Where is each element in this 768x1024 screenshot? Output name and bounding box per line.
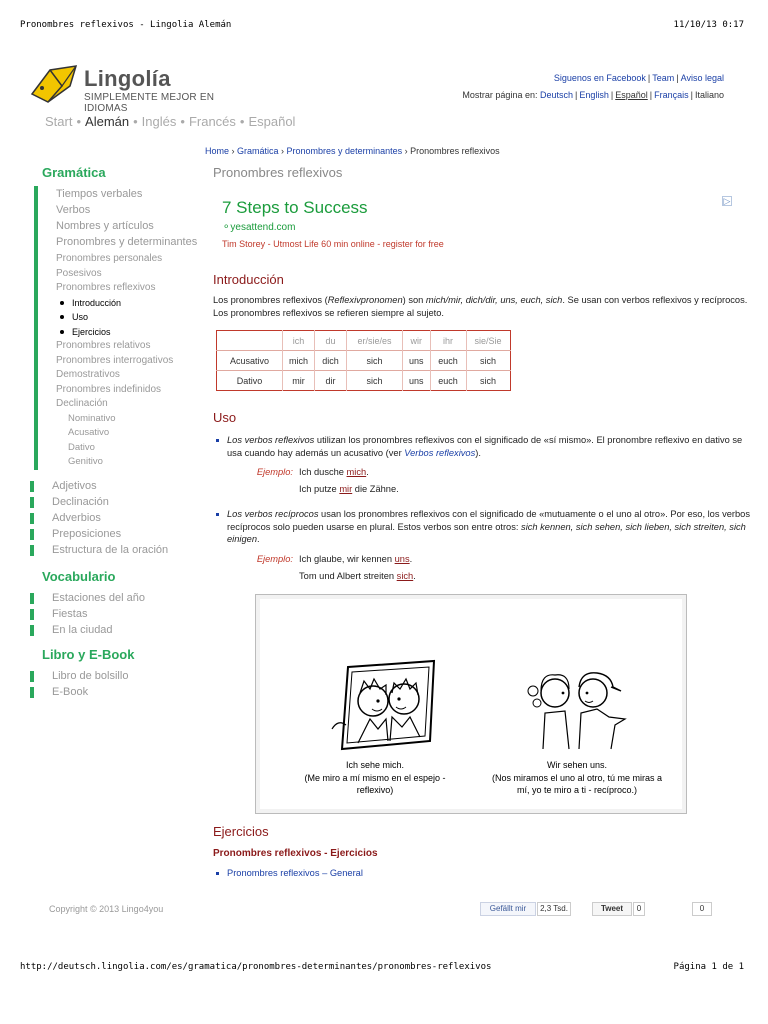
example-text: Ich dusche bbox=[299, 467, 347, 477]
gplus-count[interactable]: 0 bbox=[692, 902, 712, 916]
example-pronoun: sich bbox=[396, 570, 414, 581]
lang-english-link[interactable]: English bbox=[579, 90, 609, 100]
sidebar-bullet-label: Introducción bbox=[72, 297, 122, 308]
sidebar-item-demostrativos[interactable]: Demostrativos bbox=[56, 369, 120, 380]
print-title: Pronombres reflexivos - Lingolia Alemán bbox=[20, 20, 232, 30]
kids-illustration-icon bbox=[515, 657, 635, 757]
table-cell: sich bbox=[466, 371, 510, 391]
example-text: Ich putze bbox=[299, 484, 340, 494]
sidebar-bullet-introduccion[interactable] bbox=[38, 296, 204, 311]
table-header: du bbox=[315, 331, 347, 351]
bird-logo-icon bbox=[30, 64, 80, 104]
team-link[interactable]: Team bbox=[652, 73, 675, 83]
sidebar-item-declinacion-pron[interactable]: Declinación bbox=[56, 398, 108, 409]
sidebar-item-pronombres[interactable]: Pronombres y determinantes bbox=[56, 236, 198, 248]
example-text: Tom und Albert streiten bbox=[299, 570, 397, 581]
illustration bbox=[255, 594, 687, 814]
sidebar-item-adjetivos[interactable] bbox=[34, 478, 204, 494]
sidebar-item-tiempos[interactable]: Tiempos verbales bbox=[56, 188, 143, 200]
sidebar-heading-gramatica: Gramática bbox=[42, 165, 106, 180]
table-row bbox=[217, 371, 511, 391]
example-pronoun: mir bbox=[339, 484, 353, 494]
tweet-button[interactable]: Tweet bbox=[592, 902, 632, 916]
table-cell: sich bbox=[347, 371, 403, 391]
intro-text-part: Los pronombres reflexivos ( bbox=[213, 295, 328, 305]
adchoices-icon[interactable]: ▷ bbox=[723, 196, 731, 206]
sidebar-item-indefinidos[interactable]: Pronombres indefinidos bbox=[56, 383, 162, 395]
logo[interactable] bbox=[30, 62, 260, 114]
caption-line: Wir sehen uns. bbox=[546, 760, 608, 770]
sidebar-item-adverbios[interactable] bbox=[34, 510, 204, 526]
lang-francais-link[interactable]: Français bbox=[654, 90, 689, 100]
caption-line: Ich sehe mich. bbox=[345, 760, 405, 770]
uso-heading: Uso bbox=[213, 410, 237, 425]
copyright: Copyright © 2013 Lingo4you bbox=[49, 904, 164, 914]
sidebar-item-reflexivos[interactable]: Pronombres reflexivos bbox=[56, 282, 156, 293]
table-header: wir bbox=[403, 331, 431, 351]
sidebar-item-posesivos[interactable]: Posesivos bbox=[56, 267, 102, 279]
table-row bbox=[217, 351, 511, 371]
example-block bbox=[227, 551, 753, 585]
table-cell: mir bbox=[283, 371, 315, 391]
sidebar-item-estructura[interactable] bbox=[34, 542, 204, 558]
nav-aleman[interactable]: Alemán bbox=[85, 114, 130, 129]
intro-text bbox=[213, 294, 753, 319]
sidebar-heading-vocabulario: Vocabulario bbox=[42, 568, 116, 584]
breadcrumb-gramatica[interactable]: Gramática bbox=[237, 146, 279, 156]
ad-url-text: yesattend.com bbox=[230, 222, 296, 233]
ad-url[interactable] bbox=[222, 222, 742, 233]
page-title: Pronombres reflexivos bbox=[213, 165, 343, 180]
nav-start[interactable]: Start bbox=[45, 114, 73, 129]
caption-line: reflexivo) bbox=[356, 785, 394, 795]
nav-ingles[interactable]: Inglés bbox=[141, 114, 177, 129]
example-text: . bbox=[413, 570, 416, 581]
example-pronoun: mich bbox=[346, 467, 367, 477]
example-text: . bbox=[409, 553, 413, 564]
breadcrumb-home[interactable]: Home bbox=[205, 146, 230, 156]
example-label: Ejemplo: bbox=[256, 467, 293, 477]
ad-title[interactable]: 7 Steps to Success bbox=[222, 198, 368, 217]
sidebar-item-nominativo[interactable]: Nominativo bbox=[68, 412, 116, 424]
intro-text-forms: mich/mir, dich/dir, uns, euch, sich bbox=[425, 295, 563, 305]
list-item bbox=[213, 868, 363, 878]
example-line bbox=[299, 568, 753, 585]
sidebar-item-verbos[interactable]: Verbos bbox=[56, 204, 91, 216]
table-cell: euch bbox=[430, 371, 466, 391]
table-cell: sich bbox=[347, 351, 403, 371]
show-page-in-label: Mostrar página en: bbox=[462, 90, 538, 100]
sidebar-item-label: Estaciones del año bbox=[52, 591, 145, 604]
breadcrumb-current: Pronombres reflexivos bbox=[410, 146, 500, 156]
sidebar bbox=[34, 164, 204, 700]
lang-italiano-link[interactable]: Italiano bbox=[694, 90, 724, 100]
example-pronoun: uns bbox=[394, 553, 410, 564]
table-cell: uns bbox=[403, 371, 431, 391]
sidebar-bullet-uso[interactable] bbox=[38, 310, 204, 325]
example-block bbox=[227, 464, 753, 498]
table-header: ich bbox=[283, 331, 315, 351]
breadcrumb-pronombres[interactable]: Pronombres y determinantes bbox=[286, 146, 403, 156]
sidebar-item-nombres[interactable]: Nombres y artículos bbox=[56, 220, 154, 232]
example-line bbox=[299, 551, 753, 568]
facebook-like-count: 2,3 Tsd. bbox=[537, 902, 571, 916]
tweet-count: 0 bbox=[633, 902, 645, 916]
sidebar-item-ebook[interactable] bbox=[34, 684, 204, 700]
caption-reflexive bbox=[290, 759, 460, 797]
sidebar-item-interrogativos[interactable]: Pronombres interrogativos bbox=[56, 354, 174, 366]
example-text: Ich glaube, wir kennen bbox=[299, 553, 395, 564]
sidebar-item-label: Adverbios bbox=[52, 511, 101, 524]
sidebar-item-label: Libro de bolsillo bbox=[52, 669, 129, 682]
uso-term: Los verbos recíprocos bbox=[227, 509, 319, 519]
table-cell: euch bbox=[430, 351, 466, 371]
example-text: . bbox=[366, 467, 369, 477]
uso-text: utilizan los pronombres reflexivos con el significado de «sí mismo». El pronombre reflexivo en dativo se usa cuando hay además un acusativo (ver bbox=[227, 435, 743, 458]
table-header bbox=[217, 331, 283, 351]
example-line bbox=[299, 464, 753, 481]
caption-line: mí, yo te miro a ti - recíproco.) bbox=[516, 785, 638, 795]
nav-espanol[interactable]: Español bbox=[248, 114, 296, 129]
facebook-link[interactable]: Siguenos en Facebook bbox=[553, 73, 646, 83]
language-nav: Start • Alemán • Inglés • Francés • Español bbox=[45, 114, 296, 129]
ejercicio-general-link[interactable]: Pronombres reflexivos – General bbox=[227, 868, 363, 878]
table-cell: dich bbox=[315, 351, 347, 371]
uso-text: . bbox=[256, 534, 260, 544]
sidebar-item-acusativo[interactable]: Acusativo bbox=[68, 427, 110, 438]
breadcrumb: Home › Gramática › Pronombres y determinantes › Pronombres reflexivos bbox=[205, 146, 500, 156]
brand-tagline: SIMPLEMENTE MEJOR EN IDIOMAS bbox=[84, 92, 215, 114]
ad-globe-icon: ⚬ bbox=[222, 222, 231, 233]
table-cell: sich bbox=[466, 351, 510, 371]
sidebar-item-label: En la ciudad bbox=[52, 623, 113, 636]
advertisement[interactable] bbox=[222, 198, 742, 249]
table-header: er/sie/es bbox=[347, 331, 403, 351]
sidebar-item-declinacion[interactable] bbox=[34, 494, 204, 510]
sidebar-item-label: Preposiciones bbox=[52, 527, 122, 540]
ad-description: Tim Storey - Utmost Life 60 min online - register for free bbox=[222, 239, 444, 249]
table-header: sie/Sie bbox=[466, 331, 510, 351]
ejercicios-subheading: Pronombres reflexivos - Ejercicios bbox=[213, 848, 378, 859]
table-cell: Acusativo bbox=[229, 355, 270, 366]
intro-text-part: ) son bbox=[402, 295, 426, 305]
table-cell: Dativo bbox=[236, 375, 263, 386]
list-item bbox=[213, 508, 753, 585]
facebook-like-button[interactable]: Gefällt mir bbox=[480, 902, 536, 916]
lang-espanol-link[interactable]: Español bbox=[615, 90, 648, 100]
sidebar-item-label: Fiestas bbox=[52, 607, 88, 620]
print-page-number: Página 1 de 1 bbox=[673, 962, 744, 972]
uso-verbs: sich kennen, sich sehen, sich lieben, sich streiten, sich einigen bbox=[227, 521, 746, 544]
legal-link[interactable]: Aviso legal bbox=[680, 73, 724, 83]
sidebar-item-dativo[interactable]: Dativo bbox=[68, 441, 95, 453]
intro-text-part: . Se usan con verbos reflexivos y recíprocos. Los pronombres reflexivos se refieren siempre al sujeto. bbox=[213, 295, 748, 318]
pronoun-table bbox=[216, 330, 511, 391]
sidebar-item-label: E-Book bbox=[52, 685, 89, 698]
sidebar-item-label: Adjetivos bbox=[52, 479, 97, 492]
table-cell: dir bbox=[315, 371, 347, 391]
example-text: die Zähne. bbox=[352, 484, 399, 494]
lang-deutsch-link[interactable]: Deutsch bbox=[539, 90, 574, 100]
uso-text: usan los pronombres reflexivos con el significado de «mutuamente o el uno al otro». Por eso, los verbos recíprocos solo pueden usarse en plural. Estos verbos son entre otros: bbox=[227, 509, 750, 532]
sidebar-bullet-label: Uso bbox=[72, 312, 89, 322]
sidebar-item-estaciones[interactable] bbox=[34, 590, 204, 606]
mirror-illustration-icon bbox=[330, 659, 440, 759]
main-content bbox=[205, 146, 755, 878]
table-header: ihr bbox=[430, 331, 466, 351]
intro-heading: Introducción bbox=[213, 272, 284, 287]
sidebar-item-preposiciones[interactable] bbox=[34, 526, 204, 542]
sidebar-item-relativos[interactable]: Pronombres relativos bbox=[56, 340, 151, 351]
table-cell: mich bbox=[283, 351, 315, 371]
top-links: Siguenos en Facebook | Team | Aviso legal Mostrar página en: Deutsch | English | Español | Français | Italiano bbox=[462, 73, 724, 100]
sidebar-bullet-ejercicios[interactable] bbox=[38, 325, 204, 340]
sidebar-item-ciudad[interactable] bbox=[34, 622, 204, 638]
table-cell: uns bbox=[403, 351, 431, 371]
sidebar-item-personales[interactable]: Pronombres personales bbox=[56, 253, 163, 264]
sidebar-item-label: Estructura de la oración bbox=[52, 543, 169, 556]
intro-text-term: Reflexivpronomen bbox=[327, 295, 403, 305]
ejercicios-heading: Ejercicios bbox=[213, 824, 269, 839]
example-line bbox=[299, 481, 753, 498]
sidebar-item-fiestas[interactable] bbox=[34, 606, 204, 622]
verbos-reflexivos-link[interactable]: Verbos reflexivos bbox=[404, 447, 476, 458]
sidebar-bullet-label: Ejercicios bbox=[72, 326, 111, 337]
print-url: http://deutsch.lingolia.com/es/gramatica/pronombres-determinantes/pronombres-reflexivos bbox=[20, 962, 492, 972]
uso-text: ). bbox=[475, 447, 481, 458]
list-item bbox=[213, 434, 753, 498]
uso-term: Los verbos reflexivos bbox=[227, 435, 315, 445]
sidebar-heading-libro: Libro y E-Book bbox=[42, 646, 135, 662]
uso-list bbox=[213, 434, 753, 585]
example-label: Ejemplo: bbox=[256, 553, 293, 564]
nav-frances[interactable]: Francés bbox=[188, 114, 236, 129]
print-datetime: 11/10/13 0:17 bbox=[673, 20, 744, 30]
sidebar-item-genitivo[interactable]: Genitivo bbox=[68, 456, 103, 467]
sidebar-item-label: Declinación bbox=[52, 495, 109, 508]
print-header bbox=[20, 20, 744, 32]
caption-line: (Me miro a mí mismo en el espejo - bbox=[304, 772, 446, 783]
sidebar-item-libro-bolsillo[interactable] bbox=[34, 668, 204, 684]
brand-name: Lingolía bbox=[84, 66, 171, 91]
caption-line: (Nos miramos el uno al otro, tú me miras a bbox=[491, 772, 663, 783]
caption-reciprocal bbox=[472, 759, 682, 797]
